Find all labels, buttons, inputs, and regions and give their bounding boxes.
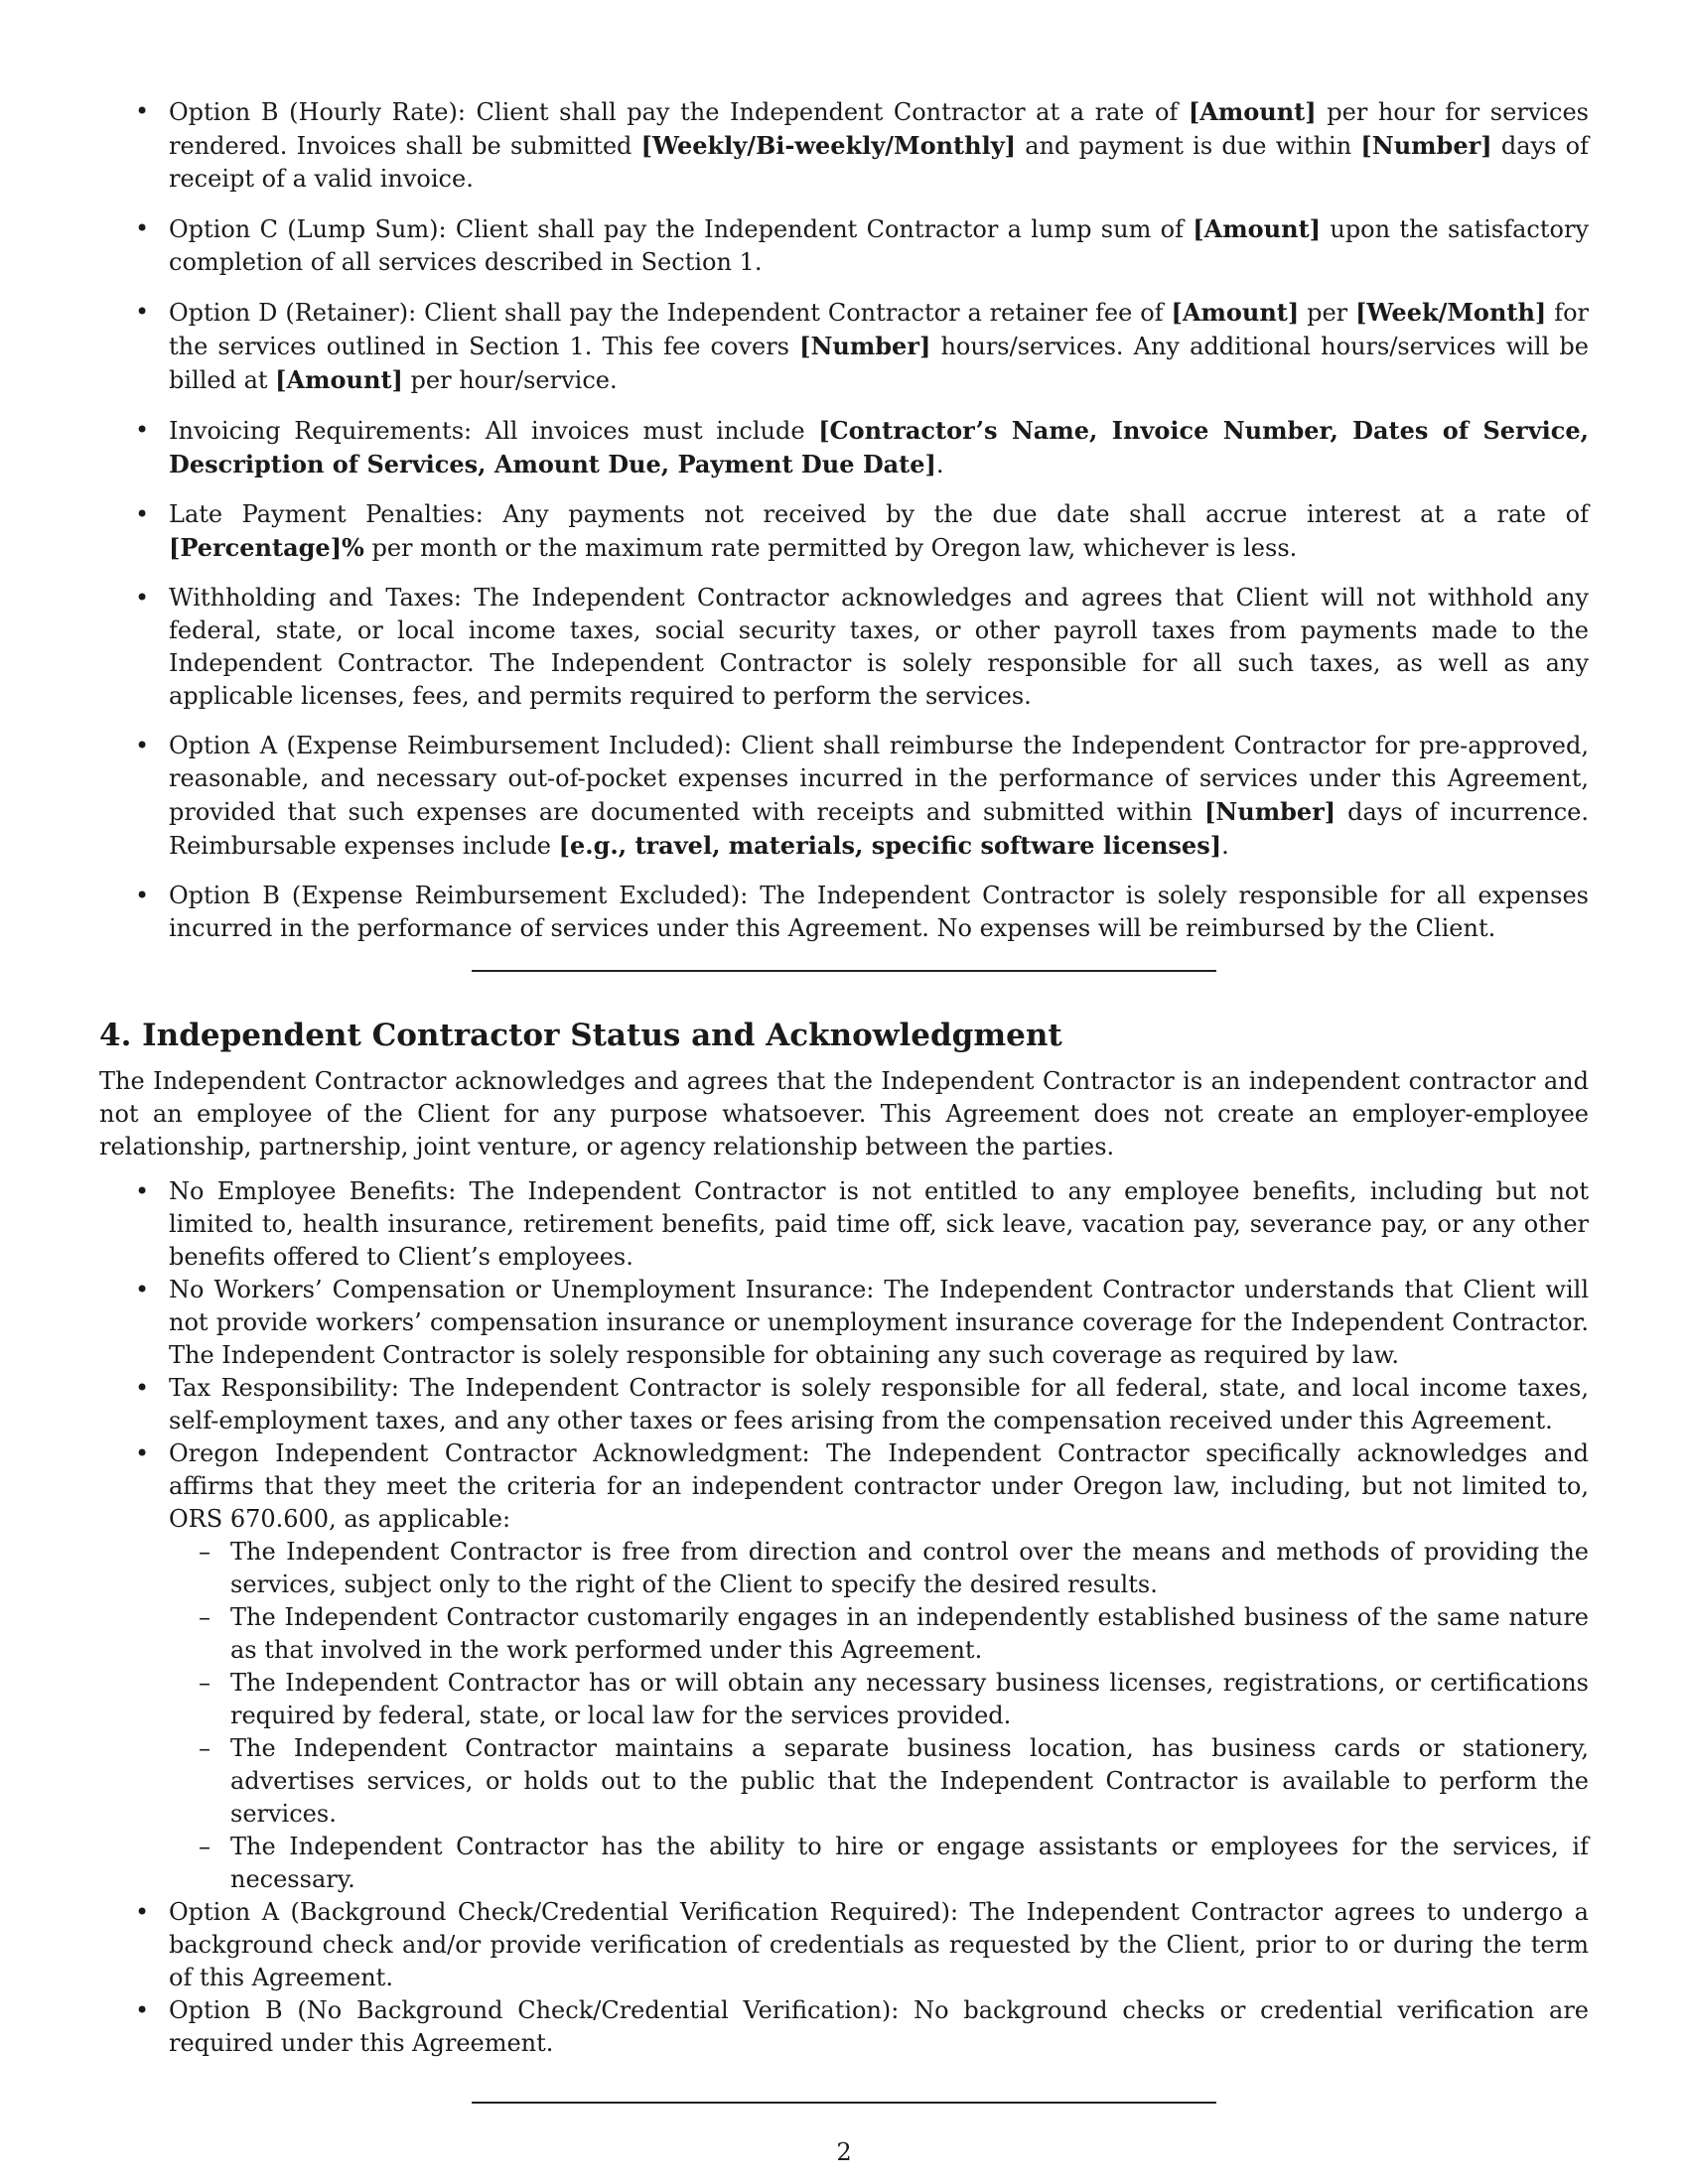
placeholder-field: [Number] <box>1203 797 1336 826</box>
list-item-text: hours/services. Any additional hours/services will be billed at <box>169 333 1590 394</box>
list-item-text: Option B (Expense Reimbursement Excluded): The Independent Contractor is solely responsible for all expenses incurred in the performance of services under this Agreement. No expenses will be reimbursed by the Client. <box>169 882 1589 942</box>
list-item <box>99 1175 1589 1274</box>
list-item-text: . <box>935 451 944 478</box>
placeholder-field: [Amount] <box>275 365 403 394</box>
list-item <box>99 296 1589 397</box>
list-item <box>99 414 1589 481</box>
list-item-text: Option A (Expense Reimbursement Included): Client shall reimburse the Independent Contractor for pre-approved, reasonable, and necessary out-of-pocket expenses incurred in the performance of services under this Agreement, provided that such expenses are documented with receipts and submitted within <box>169 732 1589 826</box>
list-item-text: per month or the maximum rate permitted by Oregon law, whichever is less. <box>363 534 1298 562</box>
list-item-text: No Workers’ Compensation or Unemployment Insurance: The Independent Contractor understands that Client will not provide workers’ compensation insurance or unemployment insurance coverage for the Independent Contractor. The Independent Contractor is solely responsible for obtaining any such coverage as required by law. <box>169 1276 1589 1369</box>
list-item-text: per <box>1299 299 1356 327</box>
payment-terms-list <box>99 95 1589 945</box>
placeholder-field: [Percentage]% <box>169 533 364 562</box>
sub-list-item: – The Independent Contractor customarily engages in an independently established business of the same nature as that involved in the work performed under this Agreement. <box>169 1601 1589 1667</box>
list-item-text: Option C (Lump Sum): Client shall pay the Independent Contractor a lump sum of <box>169 215 1194 243</box>
sub-list-item: – The Independent Contractor has the ability to hire or engage assistants or employees for the services, if necessary. <box>169 1831 1589 1896</box>
list-item <box>99 95 1589 196</box>
list-item <box>99 730 1589 863</box>
list-item-text: . <box>1221 832 1229 860</box>
list-item-text: Oregon Independent Contractor Acknowledgment: The Independent Contractor specifically acknowledges and affirms that they meet the criteria for an independent contractor under Oregon law, including, but not limited to, ORS 670.600, as applicable: <box>169 1439 1589 1533</box>
list-item <box>99 498 1589 565</box>
sub-list-item: – The Independent Contractor has or will obtain any necessary business licenses, registrations, or certifications required by federal, state, or local law for the services provided. <box>169 1667 1589 1732</box>
placeholder-field: [Amount] <box>1193 214 1322 243</box>
section-divider <box>472 2102 1216 2104</box>
list-item-text: Option D (Retainer): Client shall pay the Independent Contractor a retainer fee of <box>169 299 1172 327</box>
section-divider <box>472 970 1216 972</box>
list-item-text: Withholding and Taxes: The Independent Contractor acknowledges and agrees that Client will not withhold any federal, state, or local income taxes, social security taxes, or other payroll taxes from payments made to the Independent Contractor. The Independent Contractor is solely responsible for all such taxes, as well as any applicable licenses, fees, and permits required to perform the services. <box>169 584 1589 710</box>
section-intro-paragraph: The Independent Contractor acknowledges and agrees that the Independent Contractor is an independent contractor and not an employee of the Client for any purpose whatsoever. This Agreement does not create an employer-employee relationship, partnership, joint venture, or agency relationship between the parties. <box>99 1067 1589 1160</box>
page-number: 2 <box>836 2138 852 2166</box>
placeholder-field: [Contractor’s Name, Invoice Number, Dates of Service, Description of Services, Amount Due, Payment Due Date] <box>169 416 1590 478</box>
contractor-status-list <box>99 1175 1589 2060</box>
list-item-text: per hour/service. <box>402 366 618 394</box>
placeholder-field: [Number] <box>799 332 931 360</box>
placeholder-field: [Amount] <box>1171 298 1300 327</box>
list-item-text: Option A (Background Check/Credential Verification Required): The Independent Contractor agrees to undergo a background check and/or provide verification of credentials as requested by the Client, prior to or during the term of this Agreement. <box>169 1898 1589 1991</box>
list-item-text: days of receipt of a valid invoice. <box>169 132 1589 193</box>
placeholder-field: [e.g., travel, materials, specific software licenses] <box>558 831 1222 860</box>
list-item-text: Option B (No Background Check/Credential Verification): No background checks or credential verification are required under this Agreement. <box>169 1996 1589 2057</box>
list-item-text: and payment is due within <box>1016 132 1361 160</box>
list-item <box>99 1437 1589 1896</box>
list-item <box>99 1274 1589 1372</box>
list-item-text: Invoicing Requirements: All invoices must include <box>169 417 819 445</box>
sub-list-item: – The Independent Contractor maintains a separate business location, has business cards or stationery, advertises services, or holds out to the public that the Independent Contractor is available to perform the services. <box>169 1732 1589 1831</box>
placeholder-field: [Weekly/Bi-weekly/Monthly] <box>640 131 1016 160</box>
section-heading: 4. Independent Contractor Status and Acknowledgment <box>99 1018 1062 1053</box>
list-item-text: Tax Responsibility: The Independent Contractor is solely responsible for all federal, state, and local income taxes, self-employment taxes, and any other taxes or fees arising from the compensation received under this Agreement. <box>169 1374 1589 1434</box>
list-item <box>99 1994 1589 2060</box>
list-item-text: per hour for services rendered. Invoices shall be submitted <box>169 98 1589 160</box>
list-item <box>99 1372 1589 1437</box>
placeholder-field: [Amount] <box>1188 97 1317 126</box>
list-item-text: for the services outlined in Section 1. This fee covers <box>169 299 1589 360</box>
list-item <box>99 1896 1589 1994</box>
list-item-text: No Employee Benefits: The Independent Contractor is not entitled to any employee benefits, including but not limited to, health insurance, retirement benefits, paid time off, sick leave, vacation pay, severance pay, or any other benefits offered to Client’s employees. <box>169 1177 1589 1271</box>
list-item-text: days of incurrence. Reimbursable expenses include <box>169 798 1589 860</box>
sub-list-item: – The Independent Contractor is free from direction and control over the means and methods of providing the services, subject only to the right of the Client to specify the desired results. <box>169 1536 1589 1601</box>
list-item-text: Option B (Hourly Rate): Client shall pay the Independent Contractor at a rate of <box>169 98 1189 126</box>
list-item-text: upon the satisfactory completion of all services described in Section 1. <box>169 215 1590 276</box>
list-item-text: Late Payment Penalties: Any payments not received by the due date shall accrue interest at a rate of <box>169 500 1589 528</box>
list-item <box>99 212 1589 279</box>
list-item <box>99 582 1589 713</box>
sub-list <box>169 1536 1589 1896</box>
list-item <box>99 880 1589 945</box>
placeholder-field: [Number] <box>1360 131 1492 160</box>
document-page <box>99 95 1589 2104</box>
placeholder-field: [Week/Month] <box>1355 298 1547 327</box>
